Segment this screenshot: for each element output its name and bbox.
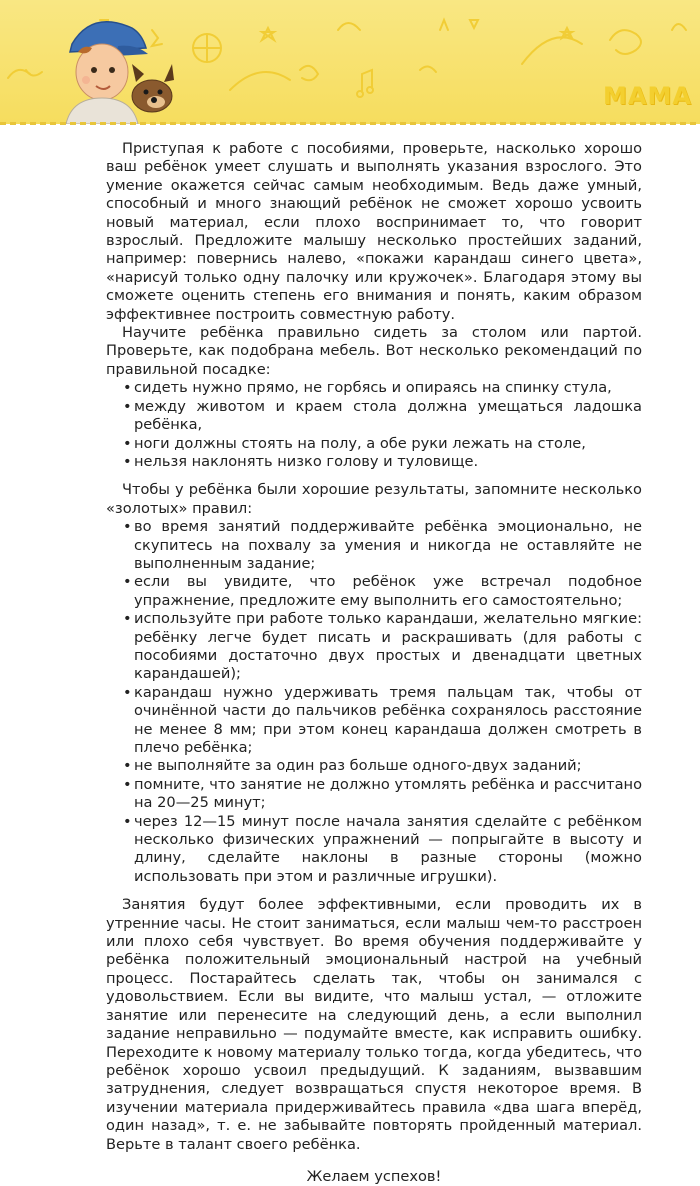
list-item: • между животом и краем стола должна умещаться ладошка ребёнка, (106, 398, 642, 435)
closing-wish: Желаем успехов! (306, 1167, 442, 1185)
list-item: • во время занятий поддерживайте ребёнка эмоционально, не скупитесь на похвалу за умения и никогда не оставляйте не выполненным задание; (106, 518, 642, 573)
list-item: • через 12—15 минут после начала занятия сделайте с ребёнком несколько физических упражнений — попрыгайте в высоту и длину, сделайте наклоны в разные стороны (можно использовать при этом и различные игрушки). (106, 813, 642, 887)
outro-paragraph: Занятия будут более эффективными, если проводить их в утренние часы. Не стоит заниматься, если малыш чем-то расстроен или плохо себя чувствует. Во время обучения поддерживайте у ребёнка положительный эмоциональный настрой на учебный процесс. Постарайтесь сделать так, чтобы он занимался с удовольствием. Если вы видите, что малыш устал, — отложите занятие или перенесите на следующий день, а если выполнил задание неправильно — подумайте вместе, как исправить ошибку. Переходите к новому материалу только тогда, когда убедитесь, что ребёнок хорошо усвоил предыдущий. К заданиям, вызвавшим затруднения, следует возвращаться спустя некоторое время. В изучении материала придерживайтесь правила «два шага вперёд, один назад», т. е. не забывайте повторять пройденный материал. Верьте в талант своего ребёнка. (106, 896, 642, 1153)
list-item: • сидеть нужно прямо, не горбясь и опираясь на спинку стула, (106, 379, 642, 397)
posture-list (106, 379, 642, 471)
list-item: • нельзя наклонять низко голову и туловище. (106, 453, 642, 471)
list-item: • если вы увидите, что ребёнок уже встречал подобное упражнение, предложите ему выполнить его самостоятельно; (106, 573, 642, 610)
doodle-comet-icon (522, 37, 582, 64)
golden-rules-list (106, 518, 642, 886)
mama-decorative-text: МАМА (603, 82, 692, 110)
spacer (106, 886, 642, 896)
header-banner (0, 0, 700, 124)
intro-paragraph-1: Приступая к работе с пособиями, проверьте, насколько хорошо ваш ребёнок умеет слушать и выполнять указания взрослого. Это умение окажется сейчас самым необходимым. Ведь даже умный, способный и много знающий ребёнок не сможет хорошо усвоить новый материал, если плохо воспринимает то, что говорит взрослый. Предложите малышу несколько простейших заданий, например: повернись налево, «покажи карандаш синего цвета», «нарисуй только одну палочку или кружочек». Благодаря этому вы сможете оценить степень его внимания и понять, каким образом эффективнее построить совместную работу. (106, 140, 642, 323)
boy-with-puppy-illustration (56, 0, 186, 124)
banner-edge-divider (0, 122, 700, 125)
list-item: • не выполняйте за один раз больше одного-двух заданий; (106, 757, 642, 775)
list-item: • помните, что занятие не должно утомлять ребёнка и рассчитано на 20—25 минут; (106, 776, 642, 813)
doodle-dog-icon (610, 30, 641, 54)
list-item: • используйте при работе только карандаши, желательно мягкие: ребёнку легче будет писать и раскрашивать (для работы с пособиями достаточно двух простых и двенадцати цветных карандашей); (106, 610, 642, 684)
intro-paragraph-2: Научите ребёнка правильно сидеть за столом или партой. Проверьте, как подобрана мебель. Вот несколько рекомендаций по правильной посадке: (106, 324, 642, 378)
list-item: • карандаш нужно удерживать тремя пальцам так, чтобы от очинённой части до пальчиков ребёнка сохранялось расстояние не менее 8 мм; при этом конец карандаша должен смотреть в плечо ребёнка; (106, 684, 642, 758)
doodle-star-icon (262, 28, 274, 40)
rules-intro-paragraph: Чтобы у ребёнка были хорошие результаты, запомните несколько «золотых» правил: (106, 481, 642, 517)
list-item: • ноги должны стоять на полу, а обе руки лежать на столе, (106, 435, 642, 453)
instructions-text (106, 140, 642, 1186)
spacer (106, 471, 642, 481)
